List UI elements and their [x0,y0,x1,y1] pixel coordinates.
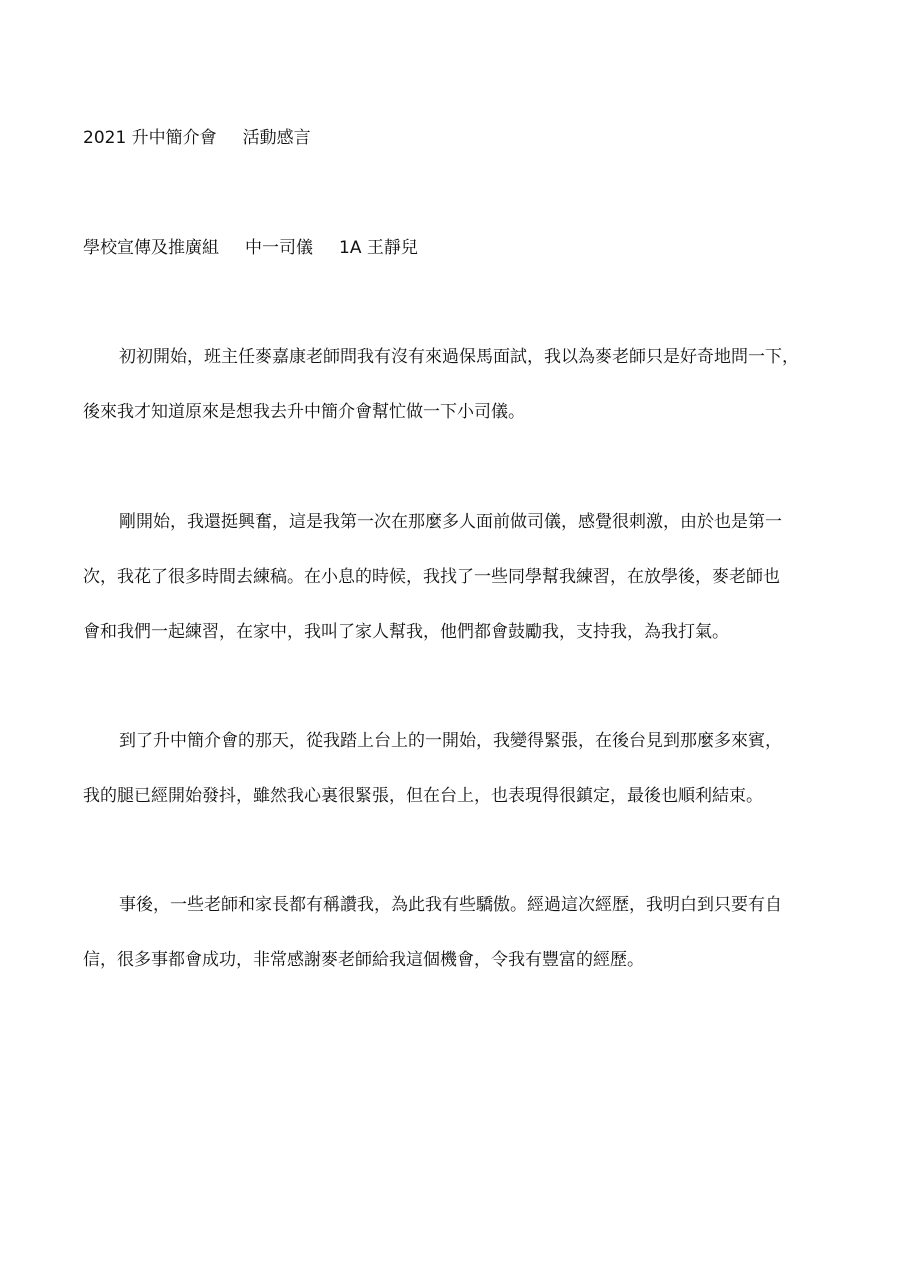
author-role: 中一司儀 [245,238,313,258]
author-line [83,237,843,259]
paragraph-line: 會和我們一起練習，在家中，我叫了家人幫我，他們都會鼓勵我，支持我，為我打氣。 [83,622,729,642]
paragraph-line: 我的腿已經開始發抖，雖然我心裏很緊張，但在台上，也表現得很鎮定，最後也順利結束。 [83,786,763,806]
title-event: 2021 升中簡介會 [83,128,217,148]
paragraph-line: 後來我才知道原來是想我去升中簡介會幫忙做一下小司儀。 [83,402,525,422]
paragraph-line: 剛開始，我還挺興奮，這是我第一次在那麼多人面前做司儀，感覺很刺激，由於也是第一 [119,512,782,532]
paragraph-line: 次，我花了很多時間去練稿。在小息的時候，我找了一些同學幫我練習，在放學後，麥老師也 [83,567,780,587]
author-group: 學校宣傳及推廣組 [83,238,219,258]
paragraph-line: 初初開始，班主任麥嘉康老師問我有沒有來過保馬面試，我以為麥老師只是好奇地問一下， [119,347,799,367]
author-class-name: 1A 王靜兒 [339,238,418,258]
paragraph-line: 信，很多事都會成功，非常感謝麥老師給我這個機會，令我有豐富的經歷。 [83,950,644,970]
paragraph-line: 事後，一些老師和家長都有稱讚我，為此我有些驕傲。經過這次經歷，我明白到只要有自 [119,895,782,915]
paragraph-line: 到了升中簡介會的那天，從我踏上台上的一開始，我變得緊張，在後台見到那麼多來賓， [119,731,782,751]
document-title [83,127,843,149]
title-subject: 活動感言 [242,128,311,148]
